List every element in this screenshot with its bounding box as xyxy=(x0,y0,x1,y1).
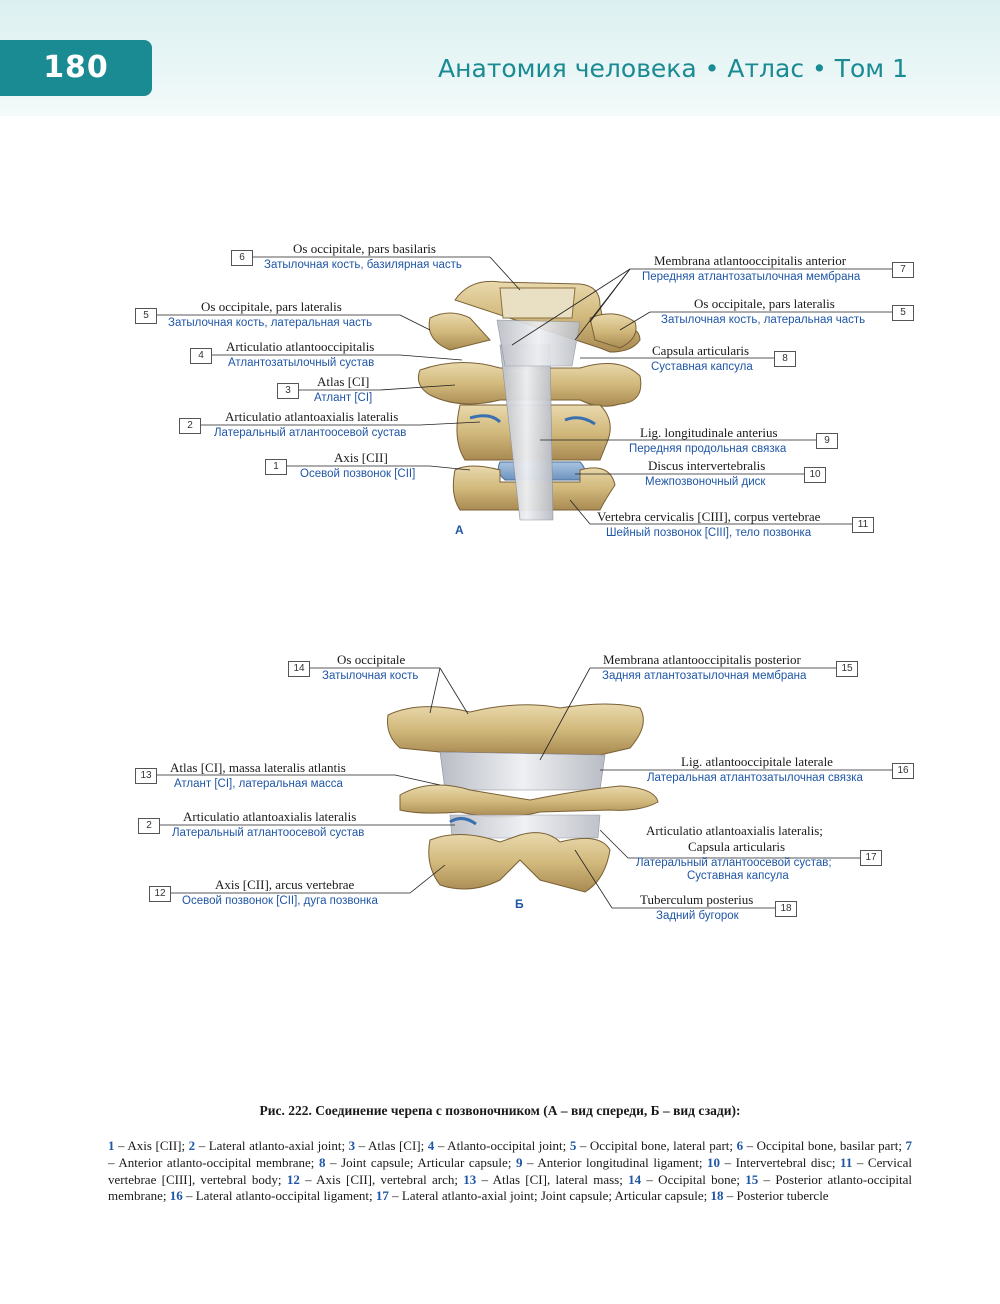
legend-item-text: – Joint capsule; Articular capsule; xyxy=(325,1154,516,1170)
legend-item-number: 11 xyxy=(840,1154,853,1170)
label-12-russian: Осевой позвонок [CII], дуга позвонка xyxy=(182,895,378,907)
legend-item-number: 14 xyxy=(628,1171,642,1187)
label-2-number: 2 xyxy=(179,418,201,434)
label-3-number: 3 xyxy=(277,383,299,399)
label-1-latin: Axis [CII] xyxy=(334,450,388,465)
label-16-number: 16 xyxy=(892,763,914,779)
legend-item xyxy=(516,1155,707,1170)
label-3-latin: Atlas [CI] xyxy=(317,374,370,389)
legend-item xyxy=(737,1138,906,1153)
label-6-latin: Os occipitale, pars basilaris xyxy=(293,241,436,256)
legend-item xyxy=(707,1155,840,1170)
legend-item-text: – Atlas [CI]; xyxy=(355,1138,428,1153)
label-2b-russian: Латеральный атлантоосевой сустав xyxy=(172,827,365,839)
label-11-latin: Vertebra cervicalis [CIII], corpus vertebrae xyxy=(597,509,821,524)
legend-item-text: – Occipital bone; xyxy=(641,1171,746,1187)
label-8-latin: Capsula articularis xyxy=(652,343,750,358)
figure-b-drawing xyxy=(388,704,659,892)
label-16-latin: Lig. atlantooccipitale laterale xyxy=(681,754,833,769)
legend-item-number: 8 xyxy=(318,1154,326,1170)
legend-item-text: – Axis [CII]; xyxy=(114,1138,189,1153)
page-number: 180 xyxy=(43,50,109,85)
label-5-left-russian: Затылочная кость, латеральная часть xyxy=(168,317,373,329)
label-10-latin: Discus intervertebralis xyxy=(648,458,766,473)
legend-item xyxy=(428,1138,570,1153)
legend-item-number: 1 xyxy=(108,1138,115,1153)
legend-item-text: – Atlas [CI], lateral mass; xyxy=(476,1171,629,1187)
legend-item-number: 7 xyxy=(905,1138,913,1153)
figure-b-letter: Б xyxy=(515,897,524,911)
label-2b-number: 2 xyxy=(138,818,160,834)
label-9-latin: Lig. longitudinale anterius xyxy=(640,425,778,440)
legend-item xyxy=(628,1172,745,1187)
label-17-latin-line2: Capsula articularis xyxy=(688,839,786,854)
label-7-number: 7 xyxy=(892,262,914,278)
legend-item xyxy=(349,1138,428,1153)
label-8-number: 8 xyxy=(774,351,796,367)
legend-item-number: 13 xyxy=(463,1171,477,1187)
legend-item-text: – Occipital bone, basilar part; xyxy=(743,1138,906,1153)
label-6-number: 6 xyxy=(231,250,253,266)
legend-item xyxy=(108,1138,189,1153)
legend-item-number: 16 xyxy=(169,1188,183,1204)
label-17-russian-line2: Суставная капсула xyxy=(687,870,789,882)
legend-item xyxy=(170,1188,376,1203)
figure-a-drawing xyxy=(418,281,640,520)
label-18-number: 18 xyxy=(775,901,797,917)
legend-item-number: 9 xyxy=(515,1154,523,1170)
legend-item-text: – Intervertebral disc; xyxy=(720,1154,841,1170)
figure-caption-title: Рис. 222. Соединение черепа с позвоночником (А – вид спереди, Б – вид сзади): xyxy=(259,1103,741,1118)
legend-item xyxy=(287,1172,463,1187)
legend-item-text: – Posterior atlanto-occipital membrane; xyxy=(108,1171,912,1204)
label-4-russian: Атлантозатылочный сустав xyxy=(228,357,375,369)
figure-caption-legend xyxy=(108,1138,912,1205)
legend-item-number: 10 xyxy=(707,1154,721,1170)
label-13-number: 13 xyxy=(135,768,157,784)
label-7-latin: Membrana atlantooccipitalis anterior xyxy=(654,253,847,268)
legend-item-number: 3 xyxy=(348,1138,356,1153)
legend-item-text: – Anterior atlanto-occipital membrane; xyxy=(108,1154,319,1170)
label-2-latin: Articulatio atlantoaxialis lateralis xyxy=(225,409,399,424)
label-15-russian: Задняя атлантозатылочная мембрана xyxy=(602,670,807,682)
legend-item-text: – Axis [CII], vertebral arch; xyxy=(299,1171,464,1187)
label-4-latin: Articulatio atlantooccipitalis xyxy=(226,339,375,354)
legend-item xyxy=(319,1155,516,1170)
label-10-number: 10 xyxy=(804,467,826,483)
label-13-russian: Атлант [CI], латеральная масса xyxy=(174,778,343,790)
legend-item-text: – Occipital bone, lateral part; xyxy=(576,1138,737,1153)
legend-item xyxy=(189,1138,349,1153)
legend-item-text: – Lateral atlanto-axial joint; Joint capsule; Articular capsule; xyxy=(388,1188,711,1204)
label-15-latin: Membrana atlantooccipitalis posterior xyxy=(603,652,801,667)
legend-item xyxy=(711,1188,829,1203)
legend-item-number: 15 xyxy=(745,1171,759,1187)
label-11-number: 11 xyxy=(852,517,874,533)
label-11-russian: Шейный позвонок [CIII], тело позвонка xyxy=(606,527,812,539)
legend-item-number: 12 xyxy=(286,1171,300,1187)
legend-item-text: – Lateral atlanto-occipital ligament; xyxy=(182,1188,376,1204)
label-2-russian: Латеральный атлантоосевой сустав xyxy=(214,427,407,439)
legend-item-text: – Anterior longitudinal ligament; xyxy=(522,1154,708,1170)
label-17-number: 17 xyxy=(860,850,882,866)
legend-item-text: – Lateral atlanto-axial joint; xyxy=(195,1138,349,1153)
label-9-russian: Передняя продольная связка xyxy=(629,443,787,455)
label-14-russian: Затылочная кость xyxy=(322,670,419,682)
legend-item-number: 2 xyxy=(188,1138,196,1153)
legend-item xyxy=(376,1188,711,1203)
label-12-number: 12 xyxy=(149,886,171,902)
label-5-left-number: 5 xyxy=(135,308,157,324)
label-5-right-latin: Os occipitale, pars lateralis xyxy=(694,296,835,311)
legend-item xyxy=(463,1172,628,1187)
label-3-russian: Атлант [CI] xyxy=(314,392,373,404)
legend-item-number: 6 xyxy=(736,1138,744,1153)
book-title: Анатомия человека • Атлас • Том 1 xyxy=(438,54,908,83)
label-1-number: 1 xyxy=(265,459,287,475)
legend-item-number: 17 xyxy=(375,1188,389,1204)
legend-item-text: – Cervical vertebrae [CIII], vertebral body; xyxy=(108,1154,912,1187)
label-4-number: 4 xyxy=(190,348,212,364)
label-13-latin: Atlas [CI], massa lateralis atlantis xyxy=(170,760,346,775)
legend-item-text: – Posterior tubercle xyxy=(723,1188,829,1204)
label-9-number: 9 xyxy=(816,433,838,449)
label-12-latin: Axis [CII], arcus vertebrae xyxy=(215,877,355,892)
label-17-latin-line1: Articulatio atlantoaxialis lateralis; xyxy=(646,823,823,838)
label-16-russian: Латеральная атлантозатылочная связка xyxy=(647,772,863,784)
label-10-russian: Межпозвоночный диск xyxy=(645,476,766,488)
label-2b-latin: Articulatio atlantoaxialis lateralis xyxy=(183,809,357,824)
label-14-latin: Os occipitale xyxy=(337,652,406,667)
legend-item-number: 4 xyxy=(427,1138,435,1153)
label-7-russian: Передняя атлантозатылочная мембрана xyxy=(642,271,861,283)
legend-item-number: 5 xyxy=(569,1138,577,1153)
legend-item xyxy=(570,1138,737,1153)
label-6-russian: Затылочная кость, базилярная часть xyxy=(264,259,462,271)
legend-item-text: – Atlanto-occipital joint; xyxy=(434,1138,570,1153)
label-18-latin: Tuberculum posterius xyxy=(640,892,754,907)
label-17-russian-line1: Латеральный атлантоосевой сустав; xyxy=(636,857,832,869)
label-1-russian: Осевой позвонок [CII] xyxy=(300,468,416,480)
label-5-right-russian: Затылочная кость, латеральная часть xyxy=(661,314,866,326)
label-8-russian: Суставная капсула xyxy=(651,361,753,373)
label-5-left-latin: Os occipitale, pars lateralis xyxy=(201,299,342,314)
legend-item-number: 18 xyxy=(710,1188,724,1204)
label-15-number: 15 xyxy=(836,661,858,677)
figure-a-letter: А xyxy=(455,523,464,537)
label-5-right-number: 5 xyxy=(892,305,914,321)
label-18-russian: Задний бугорок xyxy=(656,910,739,922)
label-14-number: 14 xyxy=(288,661,310,677)
